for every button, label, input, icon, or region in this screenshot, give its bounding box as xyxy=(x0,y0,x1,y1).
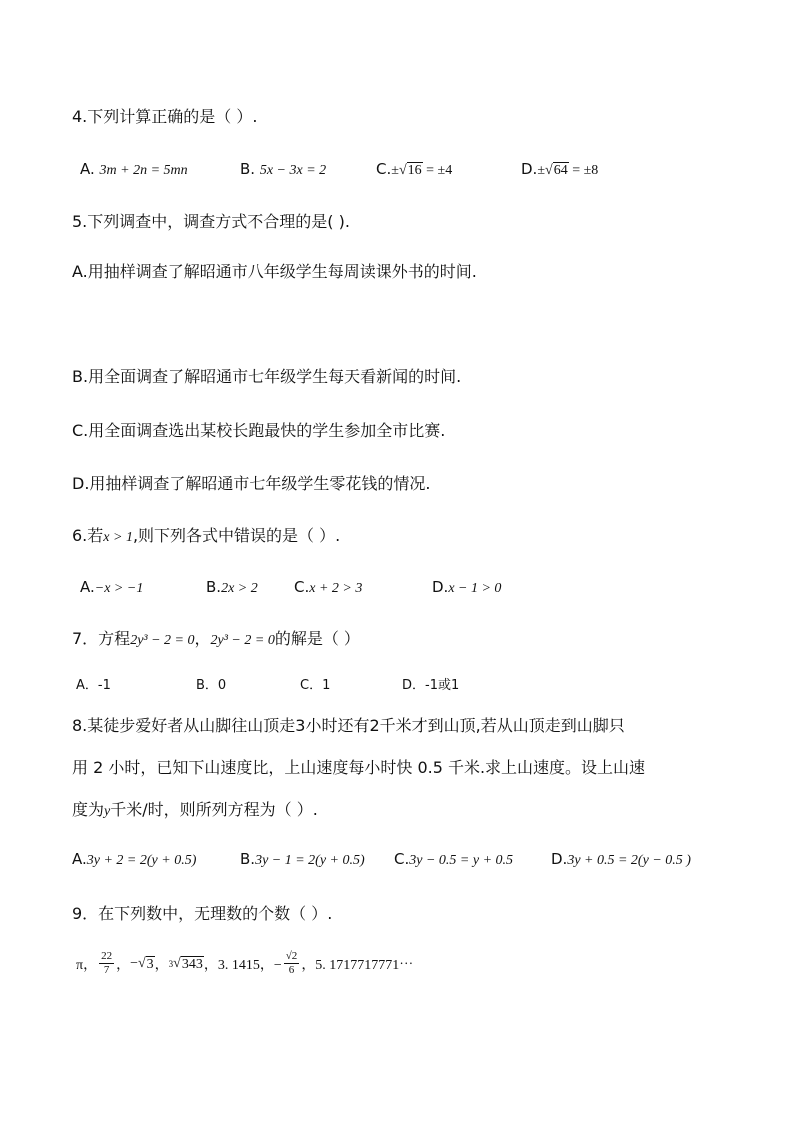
q8-line-3: 度为y千米/时，则所列方程为（ ）. xyxy=(72,800,318,819)
q4-option-d: D.±√64 = ±8 xyxy=(521,160,599,178)
q5-option-c: C.用全面调查选出某校长跑最快的学生参加全市比赛. xyxy=(72,421,446,440)
q5-stem: 5.下列调查中，调查方式不合理的是( ). xyxy=(72,212,350,231)
q9-stem: 9．在下列数中，无理数的个数（ ）. xyxy=(72,904,333,923)
q8-option-d: D.3y + 0.5 = 2(y − 0.5 ) xyxy=(551,850,691,868)
q9-fraction-sqrt2-6: $\frac{√2}{6}$ xyxy=(285,950,298,976)
q4-option-c: C.±√16 = ±4 xyxy=(376,160,453,178)
q5-option-b: B.用全面调查了解昭通市七年级学生每天看新闻的时间. xyxy=(72,367,462,386)
q4-stem: 4.下列计算正确的是（ ）. xyxy=(72,107,258,126)
q6-stem: 6.若x > 1,则下列各式中错误的是（ ）. xyxy=(72,526,341,545)
q5-option-a: A.用抽样调查了解昭通市八年级学生每周读课外书的时间. xyxy=(72,262,477,281)
q7-stem: 7．方程2y³ − 2 = 0，2y³ − 2 = 0的解是（ ） xyxy=(72,629,360,648)
q7-option-a: A．-1 xyxy=(76,678,111,693)
q5-option-d: D.用抽样调查了解昭通市七年级学生零花钱的情况. xyxy=(72,474,431,493)
q6-option-d: D.x − 1 > 0 xyxy=(432,578,502,596)
q8-line-2: 用 2 小时，已知下山速度比，上山速度每小时快 0.5 千米.求上山速度。设上山速 xyxy=(72,758,646,777)
q6-option-b: B.2x > 2 xyxy=(206,578,258,596)
q9-number-list: π， $\frac{22}{7}$ ， − √ 3 ， 3 √ 343 ，3. 1415，− $\frac{√2}{6}$ ，5. 1717717771⋯ xyxy=(76,950,414,976)
q9-fraction-22-7: $\frac{22}{7}$ xyxy=(101,950,113,976)
q8-option-a: A.3y + 2 = 2(y + 0.5) xyxy=(72,850,197,868)
q6-option-a: A.−x > −1 xyxy=(80,578,144,596)
q6-option-c: C.x + 2 > 3 xyxy=(294,578,363,596)
q7-option-d: D．-1或1 xyxy=(402,678,460,693)
q8-option-b: B.3y − 1 = 2(y + 0.5) xyxy=(240,850,365,868)
q7-option-c: C．1 xyxy=(300,678,331,693)
q8-option-c: C.3y − 0.5 = y + 0.5 xyxy=(394,850,514,868)
q7-option-b: B．0 xyxy=(196,678,227,693)
q4-option-b: B. 5x − 3x = 2 xyxy=(240,160,327,178)
q4-option-a: A. 3m + 2n = 5mn xyxy=(80,160,188,178)
q8-line-1: 8.某徒步爱好者从山脚往山顶走3小时还有2千米才到山顶,若从山顶走到山脚只 xyxy=(72,716,625,735)
